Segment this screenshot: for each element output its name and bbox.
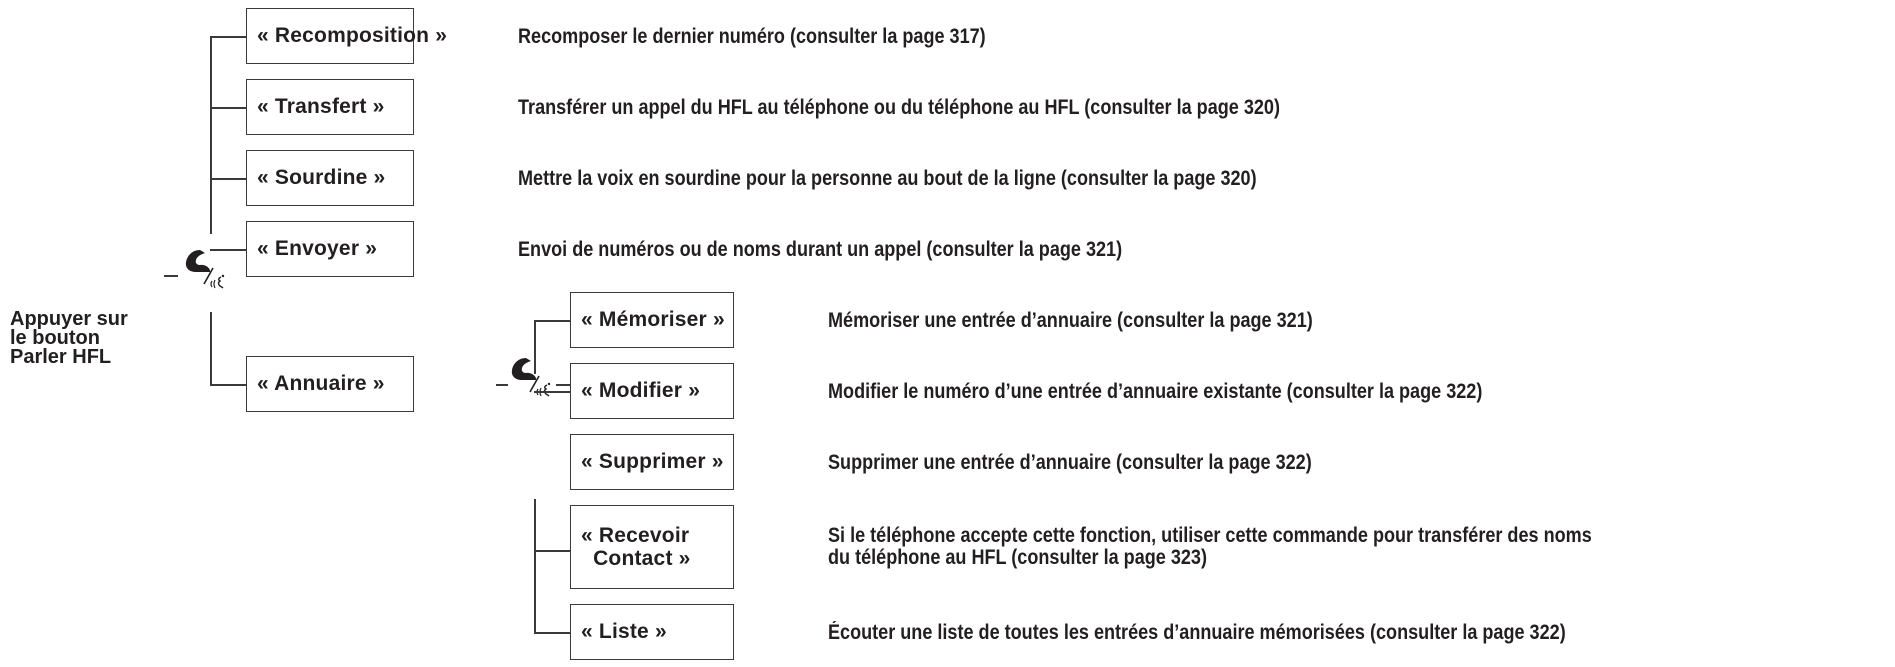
- root-label-line: le bouton: [10, 327, 100, 349]
- root-instruction: [10, 310, 128, 367]
- sub-trunk-line-lower: [534, 499, 536, 633]
- branch-line: [534, 391, 570, 393]
- menu-item-sourdine[interactable]: [246, 150, 414, 206]
- submenu-item-label: « Liste »: [581, 620, 667, 643]
- menu-item-label: « Recomposition »: [257, 24, 448, 47]
- submenu-item-description-line: du téléphone au HFL (consulter la page 323): [828, 546, 1208, 569]
- branch-line: [210, 249, 246, 251]
- submenu-item-recevoir-contact[interactable]: [570, 505, 734, 589]
- trunk-line-lower: [210, 312, 212, 385]
- submenu-item-description: Modifier le numéro d’une entrée d’annuaire existante (consulter la page 322): [828, 380, 1483, 403]
- branch-line: [210, 384, 246, 386]
- sub-trunk-line-upper: [534, 320, 536, 374]
- branch-line: [210, 107, 246, 109]
- submenu-item-description: Écouter une liste de toutes les entrées d’annuaire mémorisées (consulter la page 322): [828, 621, 1566, 644]
- menu-item-label: « Envoyer »: [257, 237, 378, 260]
- submenu-item-label: « Modifier »: [581, 379, 701, 402]
- submenu-item-label: « Mémoriser »: [581, 308, 725, 331]
- menu-item-transfert[interactable]: [246, 79, 414, 135]
- submenu-item-label: « Supprimer »: [581, 450, 724, 473]
- connector-line: [164, 275, 178, 277]
- submenu-item-description: Supprimer une entrée d’annuaire (consulter la page 322): [828, 451, 1312, 474]
- branch-line: [210, 178, 246, 180]
- submenu-item-description: Mémoriser une entrée d’annuaire (consulter la page 321): [828, 309, 1313, 332]
- submenu-item-label-line: Contact »: [581, 547, 691, 570]
- submenu-item-memoriser[interactable]: [570, 292, 734, 348]
- menu-item-envoyer[interactable]: [246, 221, 414, 277]
- trunk-line-upper: [210, 36, 212, 234]
- branch-line: [534, 632, 570, 634]
- menu-item-description: Recomposer le dernier numéro (consulter la page 317): [518, 25, 986, 48]
- menu-item-label: « Sourdine »: [257, 166, 386, 189]
- menu-item-description: Transférer un appel du HFL au téléphone ou du téléphone au HFL (consulter la page 320): [518, 96, 1280, 119]
- connector-line: [556, 384, 570, 386]
- submenu-item-liste[interactable]: [570, 604, 734, 660]
- menu-item-label: « Transfert »: [257, 95, 385, 118]
- menu-item-recomposition[interactable]: [246, 8, 448, 64]
- branch-line: [210, 36, 246, 38]
- submenu-item-description-line: Si le téléphone accepte cette fonction, utiliser cette commande pour transférer des noms: [828, 524, 1592, 547]
- menu-item-label: « Annuaire »: [257, 372, 385, 395]
- root-label-line: Appuyer sur: [10, 308, 128, 330]
- submenu-item-label-line: « Recevoir: [581, 524, 690, 547]
- root-label-line: Parler HFL: [10, 346, 112, 368]
- submenu-item-modifier[interactable]: [570, 363, 734, 419]
- phone-talk-icon: [180, 244, 236, 300]
- branch-line: [534, 320, 570, 322]
- menu-item-annuaire[interactable]: [246, 356, 414, 412]
- menu-item-description: Mettre la voix en sourdine pour la personne au bout de la ligne (consulter la page 320): [518, 167, 1257, 190]
- menu-item-description: Envoi de numéros ou de noms durant un appel (consulter la page 321): [518, 238, 1123, 261]
- submenu-item-supprimer[interactable]: [570, 434, 734, 490]
- branch-line: [534, 550, 570, 552]
